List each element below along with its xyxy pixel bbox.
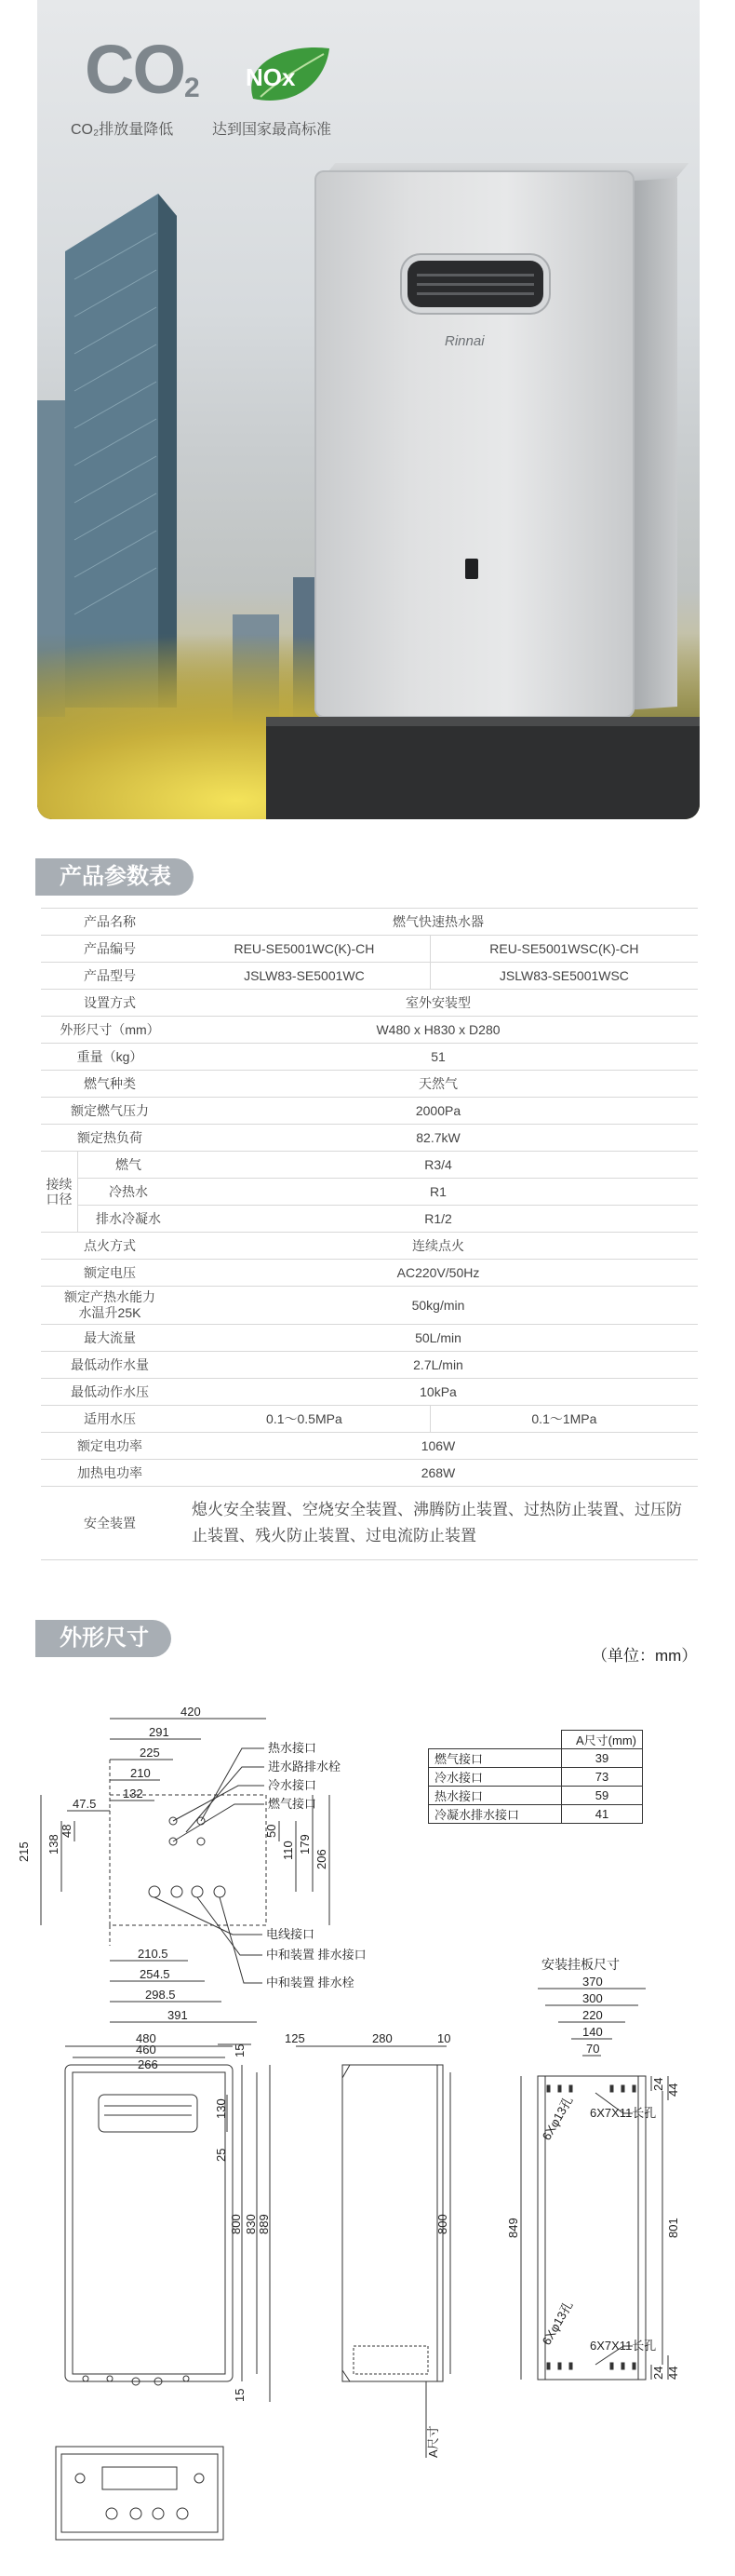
dim-label: 110 (281, 1841, 295, 1860)
connector-label: 电线接口 (266, 1927, 315, 1941)
cell-name: 冷水接口 (429, 1768, 562, 1787)
dim-label: 889 (257, 2214, 271, 2234)
row-label: 燃气种类 (41, 1071, 179, 1098)
bottom-wide-outline (56, 2447, 223, 2540)
row-value: R1/2 (179, 1206, 698, 1233)
row-value: 2.7L/min (179, 1352, 698, 1379)
dim-label: 266 (138, 2057, 158, 2071)
dim-label: 480 (136, 2031, 156, 2045)
connector-label: 中和装置 排水栓 (266, 1976, 354, 1989)
cell-name: 冷凝水排水接口 (429, 1805, 562, 1824)
row-label: 排水冷凝水 (78, 1206, 179, 1233)
dim-label: 800 (229, 2214, 243, 2234)
row-value: 82.7kW (179, 1125, 698, 1152)
dim-label: 48 (60, 1824, 74, 1838)
dim-label: 370 (582, 1975, 603, 1989)
nox-caption: 达到国家最高标准 (212, 122, 332, 138)
dim-label: 10 (437, 2031, 451, 2045)
dim-label: 206 (314, 1849, 328, 1869)
dim-label: 298.5 (145, 1988, 176, 2002)
row-value-left: REU-SE5001WC(K)-CH (179, 936, 430, 963)
dim-label: 300 (582, 1991, 603, 2005)
row-value: 50kg/min (179, 1287, 698, 1325)
dim-label: 125 (285, 2031, 305, 2045)
row-label: 产品名称 (41, 909, 179, 936)
dim-section-title: 外形尺寸 (37, 1620, 171, 1657)
dim-label: 25 (214, 2148, 228, 2162)
connector-label: 冷水接口 (268, 1778, 317, 1792)
row-value: 天然气 (179, 1071, 698, 1098)
row-label: 设置方式 (41, 990, 179, 1017)
front-view-outline (65, 2065, 233, 2381)
row-label: 重量（kg） (41, 1044, 179, 1071)
nox-logo-text: NOx (246, 63, 296, 91)
row-value-right: 0.1～1MPa (430, 1406, 698, 1433)
column-header: A尺寸(mm) (562, 1731, 643, 1749)
row-label: 额定热负荷 (41, 1125, 179, 1152)
dim-label: 24 (651, 2366, 665, 2380)
dim-label: 420 (180, 1705, 201, 1719)
row-label: 适用水压 (41, 1406, 179, 1433)
row-value: R1 (179, 1179, 698, 1206)
row-label: 额定电压 (41, 1260, 179, 1287)
row-label: 产品编号 (41, 936, 179, 963)
dim-label: 391 (167, 2008, 188, 2022)
row-value: W480 x H830 x D280 (179, 1017, 698, 1044)
dim-label: 849 (506, 2218, 520, 2238)
row-value-right: REU-SE5001WSC(K)-CH (430, 936, 698, 963)
row-label: 安全装置 (41, 1487, 179, 1560)
dim-label: 801 (666, 2218, 680, 2238)
cell-value: 39 (562, 1749, 643, 1768)
row-label: 最大流量 (41, 1325, 179, 1352)
row-label: 加热电功率 (41, 1460, 179, 1487)
row-value-left: JSLW83-SE5001WC (179, 963, 430, 990)
connector-label: 燃气接口 (268, 1797, 317, 1811)
side-view-outline (342, 2065, 437, 2381)
co2-logo: $CO_2$ (85, 31, 198, 108)
cell-name: 燃气接口 (429, 1749, 562, 1768)
dim-label: 210 (130, 1766, 151, 1780)
row-label: 产品型号 (41, 963, 179, 990)
row-label: 额定产热水能力 水温升25K (41, 1287, 179, 1325)
cell-value: 41 (562, 1805, 643, 1824)
cell-name: 热水接口 (429, 1787, 562, 1805)
dim-label: 132 (123, 1787, 143, 1801)
bottom-view-outline (110, 1795, 266, 1925)
dim-label: 130 (214, 2098, 228, 2119)
row-value: 2000Pa (179, 1098, 698, 1125)
plate-title: 安装挂板尺寸 (541, 1957, 620, 1972)
hole-label: 6X7X11长孔 (590, 2106, 657, 2120)
row-value: 连续点火 (179, 1233, 698, 1260)
row-value-right: JSLW83-SE5001WSC (430, 963, 698, 990)
dim-label: 44 (666, 2366, 680, 2380)
pipe-group-label: 接续口径 (41, 1152, 78, 1233)
row-value: AC220V/50Hz (179, 1260, 698, 1287)
hole-label: 6X7X11长孔 (590, 2339, 657, 2353)
row-label: 燃气 (78, 1152, 179, 1179)
row-value: 10kPa (179, 1379, 698, 1406)
dim-label: 179 (298, 1834, 312, 1854)
connector-label: 进水路排水栓 (268, 1760, 341, 1774)
dim-label: 280 (372, 2031, 393, 2045)
dim-label: 210.5 (138, 1947, 168, 1961)
dim-label: 460 (136, 2043, 156, 2057)
dim-label: 47.5 (73, 1797, 97, 1811)
row-value: 室外安装型 (179, 990, 698, 1017)
dim-label: 70 (586, 2042, 600, 2056)
cell-value: 59 (562, 1787, 643, 1805)
unit-label: （单位：mm） (592, 1647, 698, 1665)
dim-label: 830 (244, 2214, 258, 2234)
dim-label: 291 (149, 1725, 169, 1739)
row-value: 268W (179, 1460, 698, 1487)
dim-label: 220 (582, 2008, 603, 2022)
row-label: 外形尺寸（mm） (41, 1017, 179, 1044)
row-label: 点火方式 (41, 1233, 179, 1260)
dim-label: 138 (47, 1834, 60, 1854)
row-value-left: 0.1～0.5MPa (179, 1406, 430, 1433)
dim-label: 24 (651, 2077, 665, 2091)
dim-label: 50 (264, 1824, 278, 1838)
row-value: R3/4 (179, 1152, 698, 1179)
dim-label: 225 (140, 1746, 160, 1760)
side-view-caption: A尺寸 (426, 2425, 440, 2458)
hole-label: 6Xφ13孔 (539, 2094, 576, 2143)
row-value: 50L/min (179, 1325, 698, 1352)
dim-label: 254.5 (140, 1967, 170, 1981)
dim-label: 15 (233, 2043, 247, 2057)
co2-caption: CO₂排放量降低 (71, 122, 174, 138)
row-value: 106W (179, 1433, 698, 1460)
dim-label: 215 (17, 1841, 31, 1862)
row-value: 51 (179, 1044, 698, 1071)
spec-section-title: 产品参数表 (37, 858, 194, 896)
row-label: 额定燃气压力 (41, 1098, 179, 1125)
row-label: 冷热水 (78, 1179, 179, 1206)
cell-value: 73 (562, 1768, 643, 1787)
hole-label: 6Xφ13孔 (539, 2299, 576, 2348)
dim-label: 44 (666, 2083, 680, 2097)
row-label: 额定电功率 (41, 1433, 179, 1460)
row-label: 最低动作水压 (41, 1379, 179, 1406)
dim-label: 15 (233, 2388, 247, 2402)
connector-label: 热水接口 (268, 1741, 317, 1755)
row-value: 燃气快速热水器 (179, 909, 698, 936)
safety-devices-text: 熄火安全装置、空烧安全装置、沸腾防止装置、过热防止装置、过压防止装置、残火防止装置、过电流防止装置 (179, 1487, 698, 1560)
dim-label: 140 (582, 2025, 603, 2039)
dim-label: 800 (435, 2214, 449, 2234)
brand-logo: Rinnai (445, 333, 485, 349)
connector-label: 中和装置 排水接口 (266, 1948, 367, 1962)
row-label: 最低动作水量 (41, 1352, 179, 1379)
